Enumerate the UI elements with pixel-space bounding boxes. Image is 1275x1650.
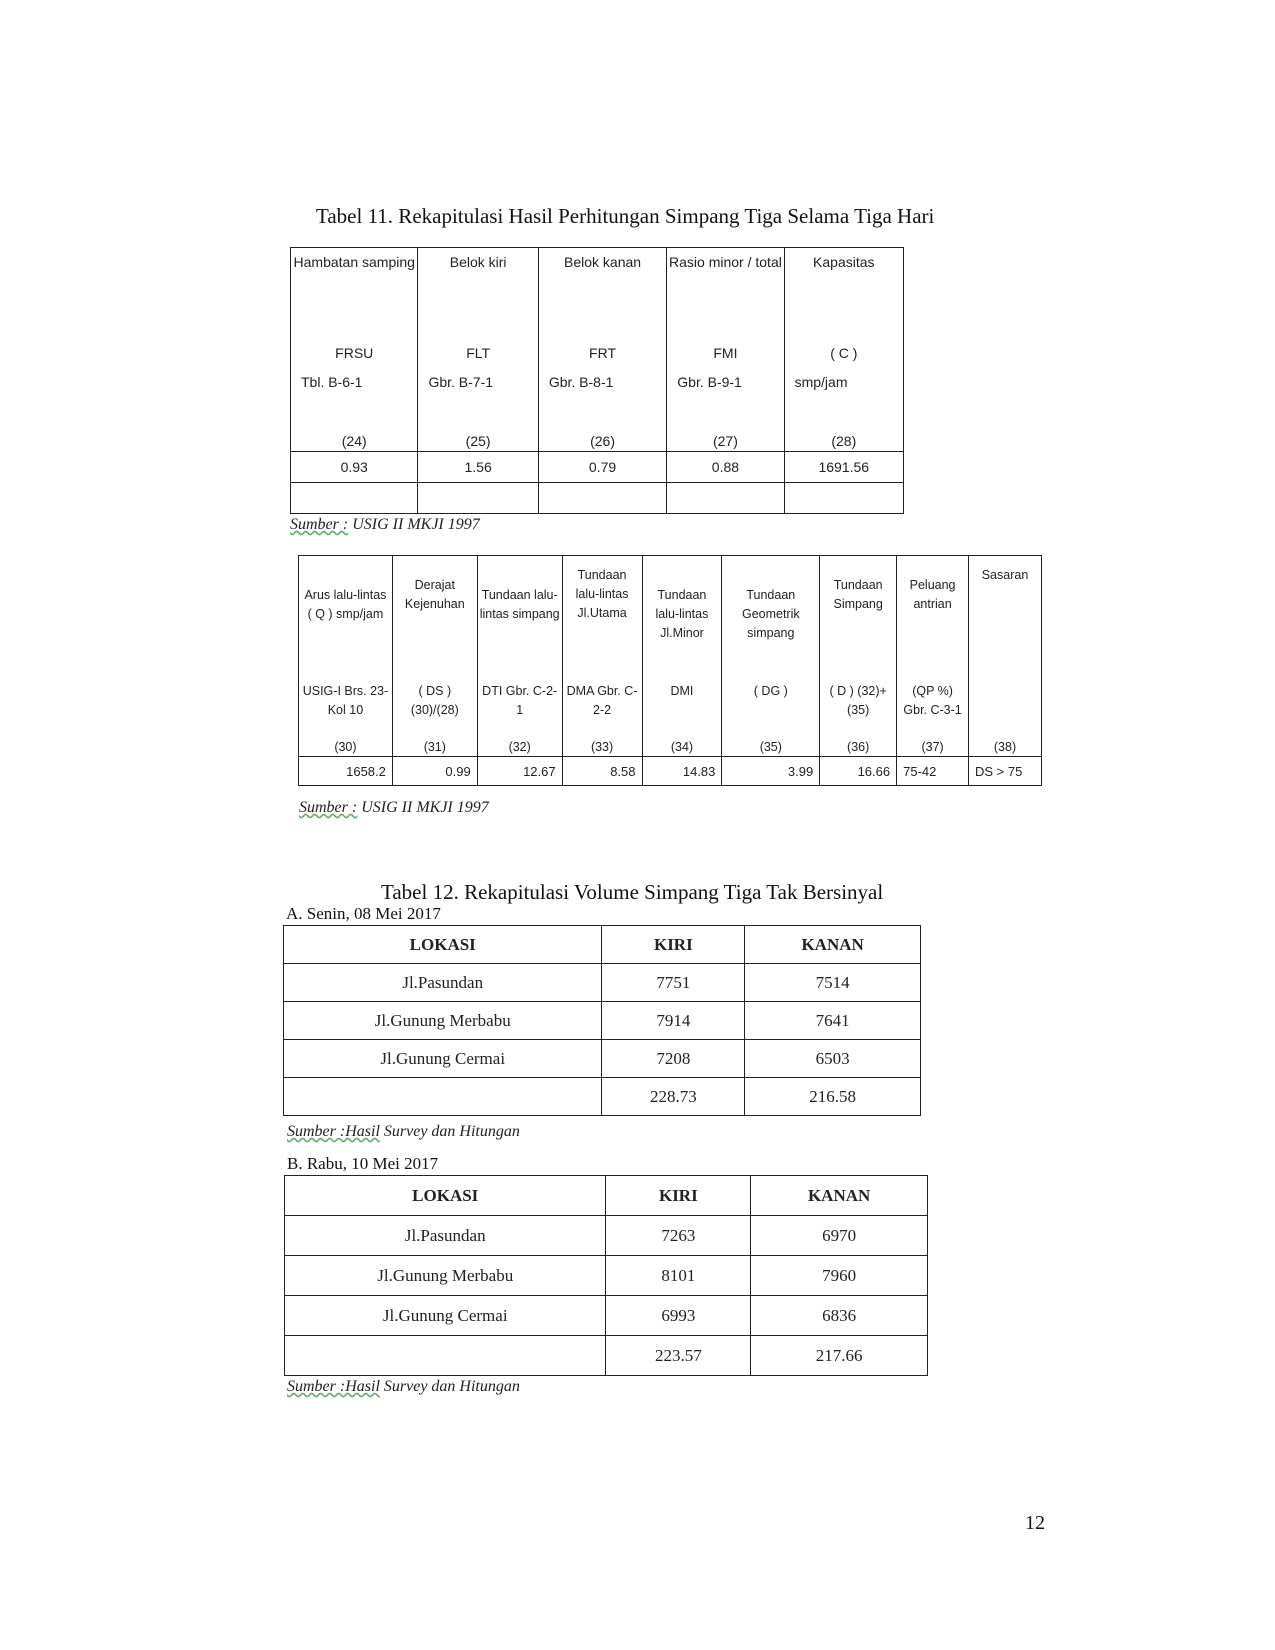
value-cell: 1658.2 <box>299 757 393 786</box>
header-cell <box>969 556 1042 757</box>
column-title: Belok kanan <box>564 254 642 270</box>
column-title: Derajat Kejenuhan <box>404 578 465 611</box>
column-reference: Gbr. B-8-1 <box>548 374 614 390</box>
kanan-cell: 217.66 <box>751 1336 928 1376</box>
column-title: Belok kiri <box>449 254 507 270</box>
column-number: (36) <box>847 740 870 754</box>
kanan-cell: 6836 <box>751 1296 928 1336</box>
header-cell <box>392 556 477 757</box>
header-cell <box>897 556 969 757</box>
location-cell: Jl.Gunung Cermai <box>284 1040 602 1078</box>
header-cell <box>299 556 393 757</box>
column-title: Tundaan Geometrik simpang <box>741 588 800 640</box>
column-number: (31) <box>423 740 446 754</box>
location-cell: Jl.Pasundan <box>284 964 602 1002</box>
column-number: (37) <box>921 740 944 754</box>
value-cell: 0.88 <box>667 452 784 483</box>
table-12-section-b <box>284 1175 928 1376</box>
column-symbol: ( DG ) <box>753 684 788 698</box>
value-cell: 12.67 <box>477 757 562 786</box>
empty-cell <box>667 483 784 514</box>
column-title: Sasaran <box>981 568 1029 582</box>
header-cell <box>642 556 722 757</box>
table-12-section-a <box>283 925 921 1116</box>
source-text: Survey dan Hitungan <box>379 1123 520 1140</box>
value-cell: 0.79 <box>538 452 666 483</box>
header-cell <box>418 248 538 452</box>
kiri-cell: 7263 <box>606 1216 751 1256</box>
table-11-part-1-source <box>290 516 480 534</box>
header-cell <box>562 556 642 757</box>
kiri-cell: 223.57 <box>606 1336 751 1376</box>
column-title: Tundaan Simpang <box>833 578 883 611</box>
header-lokasi: LOKASI <box>284 926 602 964</box>
column-title: Arus lalu-lintas ( Q ) smp/jam <box>304 588 387 621</box>
table-row <box>285 1216 928 1256</box>
section-b-title: B. Rabu, 10 Mei 2017 <box>287 1154 439 1173</box>
column-number: (33) <box>590 740 614 754</box>
column-title: Hambatan samping <box>293 254 415 270</box>
column-reference: Gbr. B-7-1 <box>428 374 494 390</box>
header-cell <box>820 556 897 757</box>
column-number: (25) <box>465 433 491 449</box>
kanan-cell: 6503 <box>745 1040 921 1078</box>
column-title: Peluang antrian <box>909 578 956 611</box>
value-cell: 8.58 <box>562 757 642 786</box>
header-kiri: KIRI <box>606 1176 751 1216</box>
column-title: Tundaan lalu-lintas Jl.Minor <box>655 588 709 640</box>
column-number: (28) <box>831 433 857 449</box>
table-11-part-2-source <box>299 799 489 817</box>
value-cell: 1.56 <box>418 452 538 483</box>
column-title: Kapasitas <box>813 254 875 270</box>
table-11-part-1 <box>290 247 904 514</box>
column-reference: Tbl. B-6-1 <box>301 374 363 390</box>
column-title: Rasio minor / total <box>669 254 782 270</box>
kanan-cell: 7514 <box>745 964 921 1002</box>
kanan-cell: 7960 <box>751 1256 928 1296</box>
column-symbol: ( C ) <box>830 345 858 361</box>
table-row <box>284 1002 921 1040</box>
table-row <box>285 1256 928 1296</box>
kiri-cell: 7751 <box>602 964 745 1002</box>
column-symbol: DMA Gbr. C-2-2 <box>566 684 638 717</box>
column-number: (27) <box>712 433 738 449</box>
header-kanan: KANAN <box>745 926 921 964</box>
table-row <box>284 1078 921 1116</box>
table-12-caption: Tabel 12. Rekapitulasi Volume Simpang Tiga Tak Bersinyal <box>381 880 884 904</box>
column-symbol: FRSU <box>335 345 374 361</box>
empty-cell <box>418 483 538 514</box>
column-reference: smp/jam <box>794 374 848 390</box>
column-number: (32) <box>508 740 531 754</box>
value-cell: 0.99 <box>392 757 477 786</box>
column-symbol: FRT <box>589 345 617 361</box>
value-cell: 16.66 <box>820 757 897 786</box>
location-cell: Jl.Gunung Merbabu <box>284 1002 602 1040</box>
source-label: Sumber : <box>299 799 358 816</box>
kanan-cell: 6970 <box>751 1216 928 1256</box>
table-11-caption: Tabel 11. Rekapitulasi Hasil Perhitungan Simpang Tiga Selama Tiga Hari <box>316 204 935 228</box>
location-cell <box>285 1336 606 1376</box>
section-a-title: A. Senin, 08 Mei 2017 <box>286 904 441 923</box>
kanan-cell: 7641 <box>745 1002 921 1040</box>
column-symbol: FMI <box>713 345 738 361</box>
kiri-cell: 8101 <box>606 1256 751 1296</box>
table-row <box>284 964 921 1002</box>
value-cell: 3.99 <box>722 757 820 786</box>
kiri-cell: 6993 <box>606 1296 751 1336</box>
kiri-cell: 7208 <box>602 1040 745 1078</box>
empty-cell <box>291 483 418 514</box>
column-symbol: FLT <box>466 345 491 361</box>
empty-cell <box>538 483 666 514</box>
location-cell: Jl.Gunung Cermai <box>285 1296 606 1336</box>
column-symbol: DTI Gbr. C-2-1 <box>482 684 558 717</box>
header-cell <box>667 248 784 452</box>
value-cell: 75-42 <box>897 757 969 786</box>
column-title: Tundaan lalu-lintas simpang <box>479 588 560 621</box>
column-title: Tundaan lalu-lintas Jl.Utama <box>575 568 629 620</box>
column-reference: Gbr. B-9-1 <box>677 374 742 390</box>
kiri-cell: 228.73 <box>602 1078 745 1116</box>
column-number: (38) <box>993 740 1017 754</box>
column-number: (34) <box>670 740 694 754</box>
header-kiri: KIRI <box>602 926 745 964</box>
source-text: USIG II MKJI 1997 <box>348 516 480 533</box>
page-number: 12 <box>1025 1512 1045 1534</box>
source-text: Survey dan Hitungan <box>379 1378 520 1395</box>
header-lokasi: LOKASI <box>285 1176 606 1216</box>
column-symbol: DMI <box>670 684 694 698</box>
column-symbol: ( DS ) (30)/(28) <box>410 684 459 717</box>
section-b-source <box>287 1378 520 1396</box>
value-cell: DS > 75 <box>969 757 1042 786</box>
value-cell: 14.83 <box>642 757 722 786</box>
source-label: Sumber :Hasil <box>287 1378 380 1395</box>
location-cell: Jl.Gunung Merbabu <box>285 1256 606 1296</box>
source-label: Sumber :Hasil <box>287 1123 380 1140</box>
header-cell <box>538 248 666 452</box>
empty-cell <box>784 483 903 514</box>
location-cell: Jl.Pasundan <box>285 1216 606 1256</box>
source-text: USIG II MKJI 1997 <box>357 799 489 816</box>
table-row <box>284 1040 921 1078</box>
table-row <box>285 1296 928 1336</box>
column-symbol: ( D ) (32)+(35) <box>829 684 887 717</box>
section-a-source <box>287 1123 520 1141</box>
location-cell <box>284 1078 602 1116</box>
column-number: (30) <box>334 740 357 754</box>
source-label: Sumber : <box>290 516 349 533</box>
column-number: (35) <box>759 740 782 754</box>
value-cell: 0.93 <box>291 452 418 483</box>
column-number: (24) <box>341 433 367 449</box>
table-row <box>285 1336 928 1376</box>
column-number: (26) <box>590 433 615 449</box>
header-kanan: KANAN <box>751 1176 928 1216</box>
kiri-cell: 7914 <box>602 1002 745 1040</box>
column-symbol: USIG-I Brs. 23-Kol 10 <box>302 684 389 717</box>
header-cell <box>291 248 418 452</box>
value-cell: 1691.56 <box>784 452 903 483</box>
header-cell <box>784 248 903 452</box>
kanan-cell: 216.58 <box>745 1078 921 1116</box>
header-cell <box>477 556 562 757</box>
table-11-part-2 <box>298 555 1042 786</box>
header-cell <box>722 556 820 757</box>
column-symbol: (QP %) Gbr. C-3-1 <box>903 684 962 717</box>
